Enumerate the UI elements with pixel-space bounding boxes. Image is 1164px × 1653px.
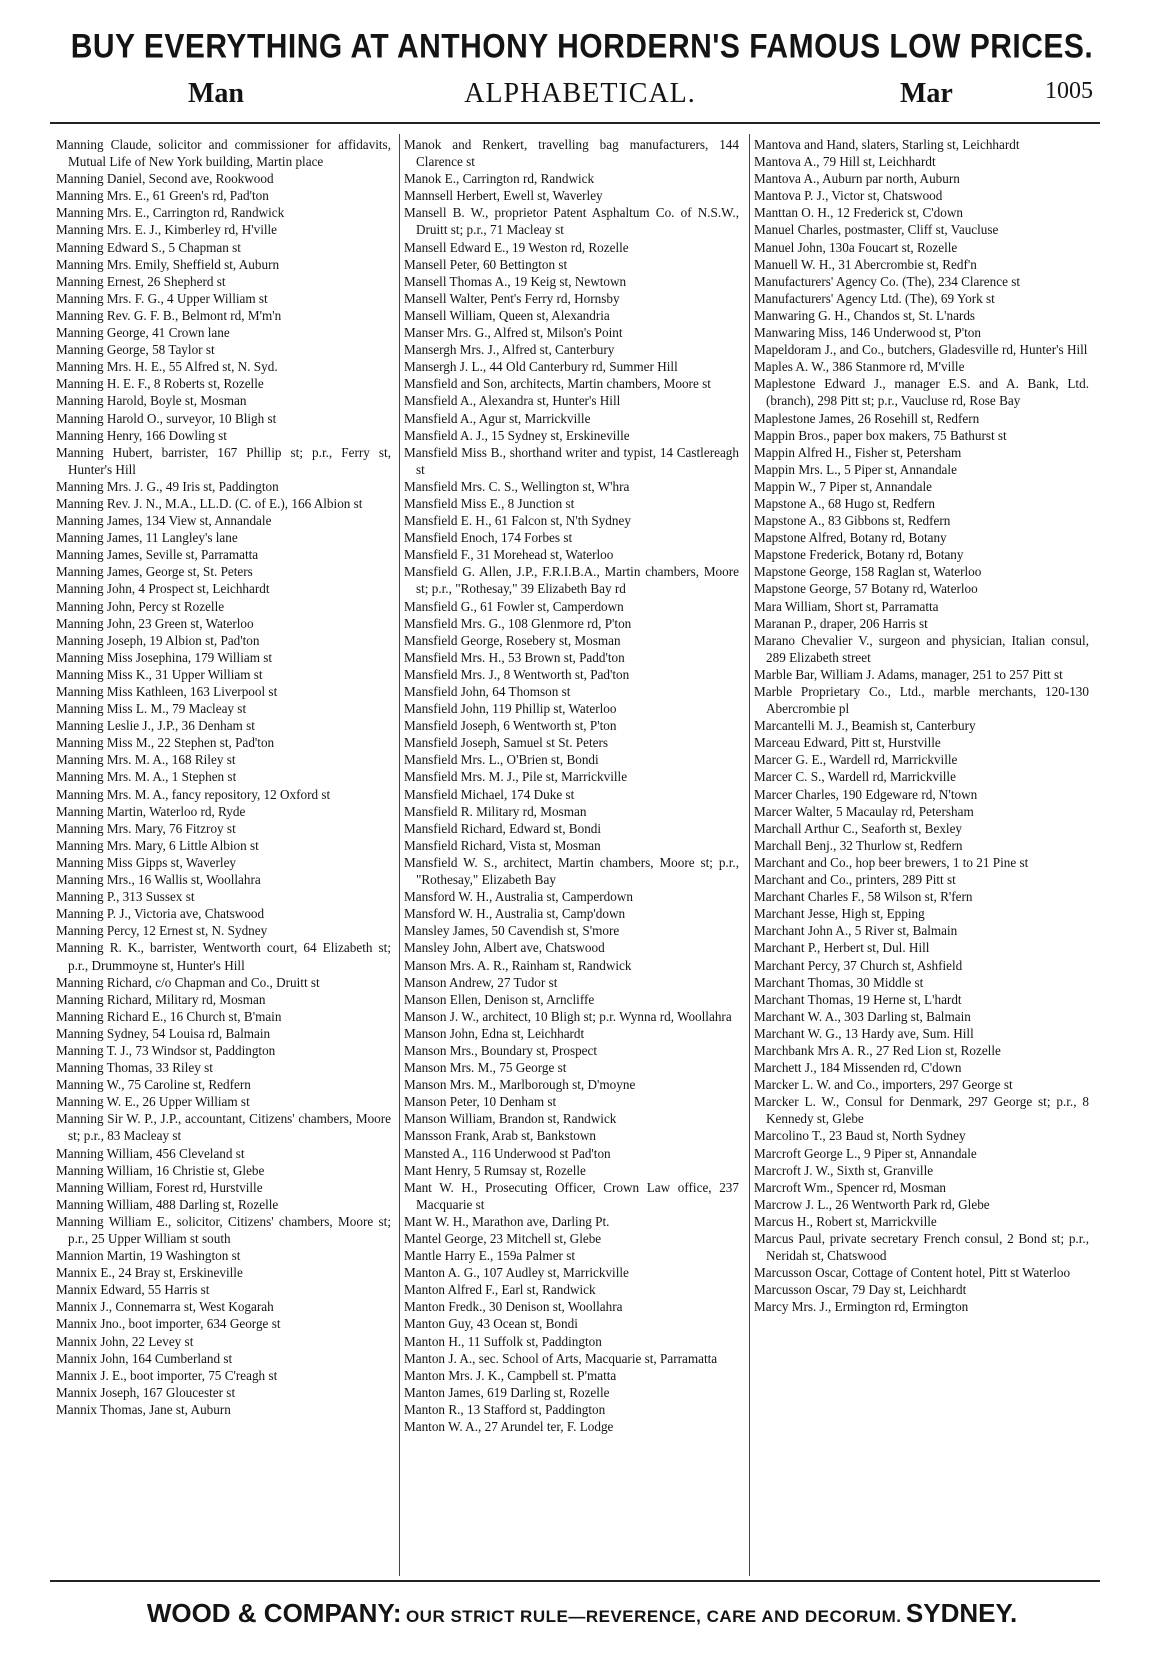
- directory-entry: Manning Daniel, Second ave, Rookwood: [56, 171, 274, 187]
- directory-entry: Mannix John, 22 Levey st: [56, 1333, 194, 1349]
- directory-entry: Manning James, 134 View st, Annandale: [56, 513, 272, 529]
- directory-entry: Mansfield Richard, Vista st, Mosman: [404, 837, 601, 853]
- directory-entry: Manton H., 11 Suffolk st, Paddington: [404, 1333, 602, 1349]
- directory-entry: Manton Guy, 43 Ocean st, Bondi: [404, 1316, 578, 1332]
- directory-entry: Manning Ernest, 26 Shepherd st: [56, 273, 226, 289]
- directory-entry: Manson Mrs., Boundary st, Prospect: [404, 1042, 598, 1058]
- directory-entry: Manson William, Brandon st, Randwick: [404, 1111, 617, 1127]
- directory-entry: Manuell W. H., 31 Abercrombie st, Redf'n: [754, 256, 977, 272]
- directory-entry: Manuel Charles, postmaster, Cliff st, Vaucluse: [754, 222, 999, 238]
- directory-entry: Mansell Peter, 60 Bettington st: [404, 256, 568, 272]
- directory-entry: Marano Chevalier V., surgeon and physician, Italian consul, 289 Elizabeth street: [754, 632, 1089, 665]
- directory-entry: Manton Alfred F., Earl st, Randwick: [404, 1282, 596, 1298]
- directory-entry: Manson J. W., architect, 10 Bligh st; p.r. Wynna rd, Woollahra: [404, 1008, 732, 1024]
- directory-entry: Manson Peter, 10 Denham st: [404, 1094, 557, 1110]
- directory-entry: Marcer C. S., Wardell rd, Marrickville: [754, 769, 956, 785]
- directory-entry: Mansfield Richard, Edward st, Bondi: [404, 820, 602, 836]
- directory-entry: Manning William, 456 Cleveland st: [56, 1145, 245, 1161]
- directory-entry: Manning T. J., 73 Windsor st, Paddington: [56, 1042, 276, 1058]
- directory-entry: Mansfield Joseph, 6 Wentworth st, P'ton: [404, 718, 617, 734]
- directory-entry: Mannsell Herbert, Ewell st, Waverley: [404, 188, 603, 204]
- directory-entry: Manning Mrs. J. G., 49 Iris st, Paddington: [56, 478, 279, 494]
- directory-entry: Manning W. E., 26 Upper William st: [56, 1094, 250, 1110]
- directory-entry: Manning R. K., barrister, Wentworth court, 64 Elizabeth st; p.r., Drummoyne st, Hunter's Hill: [56, 940, 391, 973]
- directory-entry: Manson Mrs. M., 75 George st: [404, 1060, 567, 1076]
- directory-entry: Mansell Edward E., 19 Weston rd, Rozelle: [404, 239, 629, 255]
- directory-entry: Mansell William, Queen st, Alexandria: [404, 307, 610, 323]
- directory-entry: Marchant and Co., printers, 289 Pitt st: [754, 872, 956, 888]
- page-header: [170, 78, 1093, 118]
- directory-entry: Marcy Mrs. J., Ermington rd, Ermington: [754, 1299, 969, 1315]
- directory-entry: Marcusson Oscar, 79 Day st, Leichhardt: [754, 1282, 967, 1298]
- directory-entry: Manning Mrs. E. J., Kimberley rd, H'ville: [56, 222, 278, 238]
- directory-entry: Mantova P. J., Victor st, Chatswood: [754, 188, 943, 204]
- directory-entry: Marchant Thomas, 30 Middle st: [754, 974, 924, 990]
- directory-entry: Mant W. H., Prosecuting Officer, Crown Law office, 237 Macquarie st: [404, 1179, 739, 1212]
- directory-entry: Marchbank Mrs A. R., 27 Red Lion st, Rozelle: [754, 1042, 1001, 1058]
- directory-entry: Manning William, Forest rd, Hurstville: [56, 1179, 263, 1195]
- directory-entry: Manton Fredk., 30 Denison st, Woollahra: [404, 1299, 623, 1315]
- directory-entry: Manning William, 488 Darling st, Rozelle: [56, 1196, 279, 1212]
- directory-entry: Manson Mrs. A. R., Rainham st, Randwick: [404, 957, 632, 973]
- directory-entry: Mansfield R. Military rd, Mosman: [404, 803, 587, 819]
- directory-entry: Mappin Mrs. L., 5 Piper st, Annandale: [754, 461, 957, 477]
- directory-entry: Marcolino T., 23 Baud st, North Sydney: [754, 1128, 966, 1144]
- directory-entry: Manton J. A., sec. School of Arts, Macquarie st, Parramatta: [404, 1350, 718, 1366]
- directory-entry: Manning Claude, solicitor and commissioner for affidavits, Mutual Life of New York building, Martin place: [56, 137, 391, 170]
- directory-entry: Marchall Benj., 32 Thurlow st, Redfern: [754, 837, 963, 853]
- directory-entry: Manning George, 41 Crown lane: [56, 325, 230, 341]
- directory-entry: Manning Henry, 166 Dowling st: [56, 427, 227, 443]
- advert-city: SYDNEY.: [905, 1598, 1018, 1628]
- directory-entry: Mansergh J. L., 44 Old Canterbury rd, Summer Hill: [404, 359, 678, 375]
- directory-entry: Manufacturers' Agency Co. (The), 234 Clarence st: [754, 273, 1021, 289]
- directory-entry: Mantova A., Auburn par north, Auburn: [754, 171, 960, 187]
- directory-entry: Manwaring G. H., Chandos st, St. L'nards: [754, 307, 976, 323]
- directory-entry: Marchant Percy, 37 Church st, Ashfield: [754, 957, 963, 973]
- directory-entry: Manning Mrs. Emily, Sheffield st, Auburn: [56, 256, 280, 272]
- directory-entry: Mansfield Mrs. C. S., Wellington st, W'hra: [404, 478, 630, 494]
- directory-entry: Marcroft George L., 9 Piper st, Annandale: [754, 1145, 977, 1161]
- directory-entry: Mansfield and Son, architects, Martin chambers, Moore st: [404, 376, 711, 392]
- directory-entry: Mansley John, Albert ave, Chatswood: [404, 940, 605, 956]
- directory-entry: Mapstone A., 83 Gibbons st, Redfern: [754, 513, 951, 529]
- directory-entry: Manton W. A., 27 Arundel ter, F. Lodge: [404, 1419, 614, 1435]
- directory-entry: Mansfield W. S., architect, Martin chambers, Moore st; p.r., "Rothesay," Elizabeth Bay: [404, 854, 739, 888]
- directory-entry: Manning Sydney, 54 Louisa rd, Balmain: [56, 1025, 271, 1041]
- directory-entry: Manser Mrs. G., Alfred st, Milson's Point: [404, 325, 623, 341]
- directory-entry: Mantova A., 79 Hill st, Leichhardt: [754, 154, 936, 170]
- directory-entry: Mansford W. H., Australia st, Camperdown: [404, 889, 633, 905]
- directory-entry: Marcus Paul, private secretary French consul, 2 Bond st; p.r., Neridah st, Chatswood: [754, 1231, 1089, 1264]
- directory-entry: Mapstone Alfred, Botany rd, Botany: [754, 530, 947, 546]
- directory-entry: Mansfield Mrs. M. J., Pile st, Marrickville: [404, 769, 628, 785]
- directory-entry: Mapstone A., 68 Hugo st, Redfern: [754, 495, 935, 511]
- directory-entry: Mansfield G., 61 Fowler st, Camperdown: [404, 598, 624, 614]
- directory-entry: Mannix Jno., boot importer, 634 George st: [56, 1316, 281, 1332]
- directory-entry: Mappin W., 7 Piper st, Annandale: [754, 478, 933, 494]
- directory-entry: Mant Henry, 5 Rumsay st, Rozelle: [404, 1162, 586, 1178]
- directory-entry: Manning John, 4 Prospect st, Leichhardt: [56, 581, 270, 597]
- directory-entry: Mansfield Michael, 174 Duke st: [404, 786, 575, 802]
- directory-entry: Manning Percy, 12 Ernest st, N. Sydney: [56, 923, 268, 939]
- directory-entry: Mannix John, 164 Cumberland st: [56, 1350, 233, 1366]
- directory-entry: Manok and Renkert, travelling bag manufacturers, 144 Clarence st: [404, 137, 739, 170]
- directory-entry: Manning Mrs. E., 61 Green's rd, Pad'ton: [56, 188, 269, 204]
- directory-entry: Mappin Alfred H., Fisher st, Petersham: [754, 444, 962, 460]
- directory-entry: Manning W., 75 Caroline st, Redfern: [56, 1077, 251, 1093]
- directory-entry: Marchant Jesse, High st, Epping: [754, 906, 925, 922]
- directory-entry: Manning Joseph, 19 Albion st, Pad'ton: [56, 632, 260, 648]
- directory-entry: Mapstone George, 158 Raglan st, Waterloo: [754, 564, 982, 580]
- directory-entry: Manning Miss M., 22 Stephen st, Pad'ton: [56, 735, 275, 751]
- directory-entry: Manton Mrs. J. K., Campbell st. P'matta: [404, 1367, 617, 1383]
- directory-entry: Manwaring Miss, 146 Underwood st, P'ton: [754, 325, 981, 341]
- directory-entry: Mansson Frank, Arab st, Bankstown: [404, 1128, 596, 1144]
- directory-entry: Marcker L. W. and Co., importers, 297 George st: [754, 1077, 1013, 1093]
- directory-entry: Manning George, 58 Taylor st: [56, 342, 215, 358]
- directory-column-1: [56, 136, 391, 1576]
- directory-entry: Manson John, Edna st, Leichhardt: [404, 1025, 585, 1041]
- directory-entry: Maples A. W., 386 Stanmore rd, M'ville: [754, 359, 965, 375]
- directory-column-3: [754, 136, 1089, 1576]
- directory-entry: Manning Richard E., 16 Church st, B'main: [56, 1008, 282, 1024]
- directory-entry: Mapstone Frederick, Botany rd, Botany: [754, 547, 964, 563]
- advert-brand: WOOD & COMPANY:: [146, 1598, 402, 1628]
- directory-entry: Manning Richard, Military rd, Mosman: [56, 991, 266, 1007]
- directory-entry: Marcker L. W., Consul for Denmark, 297 George st; p.r., 8 Kennedy st, Glebe: [754, 1094, 1089, 1127]
- directory-entry: Mansfield A. J., 15 Sydney st, Erskineville: [404, 427, 630, 443]
- directory-entry: Mantle Harry E., 159a Palmer st: [404, 1248, 576, 1264]
- top-advert-banner: BUY EVERYTHING AT ANTHONY HORDERN'S FAMOUS LOW PRICES.: [70, 27, 1094, 66]
- directory-entry: Mansell Thomas A., 19 Keig st, Newtown: [404, 273, 627, 289]
- header-left-catchword: Man: [188, 78, 244, 109]
- directory-entry: Mannion Martin, 19 Washington st: [56, 1248, 241, 1264]
- directory-entry: Manning Miss Josephina, 179 William st: [56, 649, 273, 665]
- directory-entry: Manok E., Carrington rd, Randwick: [404, 171, 595, 187]
- directory-entry: Manuel John, 130a Foucart st, Rozelle: [754, 239, 958, 255]
- directory-entry: Mansley James, 50 Cavendish st, S'more: [404, 923, 620, 939]
- directory-entry: Marchant Thomas, 19 Herne st, L'hardt: [754, 991, 962, 1007]
- directory-entry: Marchett J., 184 Missenden rd, C'down: [754, 1060, 962, 1076]
- directory-entry: Mannix Edward, 55 Harris st: [56, 1282, 210, 1298]
- header-right-catchword: Mar: [900, 78, 953, 109]
- directory-entry: Manning James, 11 Langley's lane: [56, 530, 238, 546]
- directory-entry: Mansfield E. H., 61 Falcon st, N'th Sydney: [404, 513, 631, 529]
- directory-entry: Manning P., 313 Sussex st: [56, 889, 195, 905]
- footer-rule: [50, 1580, 1100, 1582]
- directory-entry: Marchant W. A., 303 Darling st, Balmain: [754, 1008, 971, 1024]
- directory-entry: Mapeldoram J., and Co., butchers, Gladesville rd, Hunter's Hill: [754, 342, 1088, 358]
- directory-entry: Manson Ellen, Denison st, Arncliffe: [404, 991, 595, 1007]
- directory-entry: Manning Miss L. M., 79 Macleay st: [56, 701, 247, 717]
- directory-entry: Mansted A., 116 Underwood st Pad'ton: [404, 1145, 611, 1161]
- directory-entry: Manning John, 23 Green st, Waterloo: [56, 615, 254, 631]
- directory-entry: Mansell Walter, Pent's Ferry rd, Hornsby: [404, 290, 620, 306]
- directory-entry: Mant W. H., Marathon ave, Darling Pt.: [404, 1213, 610, 1229]
- directory-entry: Mansfield Mrs. H., 53 Brown st, Padd'ton: [404, 649, 625, 665]
- directory-entry: Marchant and Co., hop beer brewers, 1 to 21 Pine st: [754, 854, 1029, 870]
- directory-entry: Marcus H., Robert st, Marrickville: [754, 1213, 937, 1229]
- directory-entry: Manning Mrs. M. A., 1 Stephen st: [56, 769, 237, 785]
- directory-entry: Mannix E., 24 Bray st, Erskineville: [56, 1265, 243, 1281]
- directory-entry: Marchall Arthur C., Seaforth st, Bexley: [754, 820, 963, 836]
- column-divider: [399, 134, 400, 1576]
- directory-entry: Mansfield John, 64 Thomson st: [404, 684, 571, 699]
- directory-entry: Marble Bar, William J. Adams, manager, 251 to 257 Pitt st: [754, 666, 1063, 682]
- directory-entry: Manson Mrs. M., Marlborough st, D'moyne: [404, 1077, 636, 1093]
- directory-entry: Mappin Bros., paper box makers, 75 Bathurst st: [754, 427, 1007, 443]
- directory-entry: Marcroft Wm., Spencer rd, Mosman: [754, 1179, 947, 1195]
- directory-entry: Maplestone Edward J., manager E.S. and A. Bank, Ltd. (branch), 298 Pitt st; p.r., Vaucluse rd, Rose Bay: [754, 376, 1089, 409]
- directory-entry: Manning John, Percy st Rozelle: [56, 598, 225, 614]
- directory-entry: Mansfield Joseph, Samuel st St. Peters: [404, 735, 609, 751]
- directory-entry: Manning Miss Kathleen, 163 Liverpool st: [56, 684, 278, 699]
- directory-entry: Marcer G. E., Wardell rd, Marrickville: [754, 752, 958, 768]
- column-divider: [749, 134, 750, 1576]
- directory-entry: Manning Mrs. F. G., 4 Upper William st: [56, 290, 268, 306]
- directory-entry: Manning Richard, c/o Chapman and Co., Druitt st: [56, 974, 320, 990]
- directory-entry: Mannix Thomas, Jane st, Auburn: [56, 1401, 231, 1417]
- directory-entry: Mansfield Mrs. L., O'Brien st, Bondi: [404, 752, 599, 768]
- directory-entry: Manning William, 16 Christie st, Glebe: [56, 1162, 265, 1178]
- directory-entry: Manning Mrs. E., Carrington rd, Randwick: [56, 205, 285, 221]
- directory-entry: Manning Mrs. M. A., fancy repository, 12 Oxford st: [56, 786, 331, 802]
- directory-entry: Manning James, George st, St. Peters: [56, 564, 253, 580]
- directory-entry: Manning Rev. J. N., M.A., LL.D. (C. of E.), 166 Albion st: [56, 495, 363, 511]
- header-section-title: ALPHABETICAL.: [464, 78, 696, 109]
- directory-entry: Marble Proprietary Co., Ltd., marble merchants, 120-130 Abercrombie pl: [754, 684, 1089, 717]
- directory-entry: Manning Mrs. Mary, 6 Little Albion st: [56, 837, 259, 853]
- advert-motto: OUR STRICT RULE—REVERENCE, CARE AND DECORUM.: [405, 1607, 902, 1626]
- directory-entry: Manning Martin, Waterloo rd, Ryde: [56, 803, 246, 819]
- directory-entry: Mansfield F., 31 Morehead st, Waterloo: [404, 547, 614, 563]
- header-rule: [50, 122, 1100, 124]
- directory-entry: Maranan P., draper, 206 Harris st: [754, 615, 928, 631]
- directory-entry: Marceau Edward, Pitt st, Hurstville: [754, 735, 941, 751]
- directory-entry: Manning Mrs. H. E., 55 Alfred st, N. Syd.: [56, 359, 278, 375]
- directory-entry: Manning Thomas, 33 Riley st: [56, 1060, 213, 1076]
- directory-entry: Mansfield A., Agur st, Marrickville: [404, 410, 591, 426]
- directory-entry: Mansfield Miss B., shorthand writer and typist, 14 Castlereagh st: [404, 444, 739, 477]
- directory-entry: Maplestone James, 26 Rosehill st, Redfern: [754, 410, 980, 426]
- directory-entry: Mansford W. H., Australia st, Camp'down: [404, 906, 626, 922]
- bottom-advert-banner: [0, 1598, 1164, 1629]
- directory-entry: Mansfield A., Alexandra st, Hunter's Hill: [404, 393, 621, 409]
- directory-entry: Manning Mrs. M. A., 168 Riley st: [56, 752, 236, 768]
- directory-entry: Marchant Charles F., 58 Wilson st, R'fern: [754, 889, 973, 905]
- directory-entry: Manning P. J., Victoria ave, Chatswood: [56, 906, 265, 922]
- page-number: 1005: [1045, 78, 1093, 104]
- directory-entry: Marcusson Oscar, Cottage of Content hotel, Pitt st Waterloo: [754, 1265, 1071, 1281]
- directory-entry: Manttan O. H., 12 Frederick st, C'down: [754, 205, 963, 221]
- directory-entry: Manton James, 619 Darling st, Rozelle: [404, 1384, 610, 1400]
- directory-entry: Mansfield George, Rosebery st, Mosman: [404, 632, 621, 648]
- directory-entry: Manning Miss Gipps st, Waverley: [56, 854, 237, 870]
- directory-entry: Mantova and Hand, slaters, Starling st, Leichhardt: [754, 137, 1020, 152]
- directory-entry: Mansell B. W., proprietor Patent Asphaltum Co. of N.S.W., Druitt st; p.r., 71 Macleay st: [404, 205, 739, 238]
- directory-entry: Manning Hubert, barrister, 167 Phillip st; p.r., Ferry st, Hunter's Hill: [56, 444, 391, 477]
- directory-entry: Manning Harold O., surveyor, 10 Bligh st: [56, 410, 277, 426]
- directory-entry: Manning H. E. F., 8 Roberts st, Rozelle: [56, 376, 264, 392]
- directory-entry: Manning Harold, Boyle st, Mosman: [56, 393, 247, 409]
- directory-entry: Manning James, Seville st, Parramatta: [56, 547, 259, 563]
- directory-entry: Manton R., 13 Stafford st, Paddington: [404, 1401, 606, 1417]
- directory-entry: Manning William E., solicitor, Citizens' chambers, Moore st; p.r., 25 Upper William st south: [56, 1213, 391, 1246]
- directory-entry: Mansfield Enoch, 174 Forbes st: [404, 530, 573, 546]
- directory-entry: Marcer Walter, 5 Macaulay rd, Petersham: [754, 803, 974, 819]
- directory-entry: Manufacturers' Agency Ltd. (The), 69 York st: [754, 290, 995, 306]
- directory-entry: Marchant W. G., 13 Hardy ave, Sum. Hill: [754, 1025, 974, 1041]
- directory-entry: Manning Mrs., 16 Wallis st, Woollahra: [56, 872, 261, 888]
- directory-entry: Mantel George, 23 Mitchell st, Glebe: [404, 1231, 602, 1246]
- directory-entry: Marchant John A., 5 River st, Balmain: [754, 923, 958, 939]
- directory-entry: Mansfield Miss E., 8 Junction st: [404, 495, 575, 511]
- directory-entry: Mapstone George, 57 Botany rd, Waterloo: [754, 581, 978, 597]
- directory-entry: Mansfield Mrs. G., 108 Glenmore rd, P'ton: [404, 615, 632, 631]
- directory-entry: Marchant P., Herbert st, Dul. Hill: [754, 940, 930, 956]
- directory-entry: Manning Leslie J., J.P., 36 Denham st: [56, 718, 255, 734]
- directory-entry: Marcroft J. W., Sixth st, Granville: [754, 1162, 934, 1178]
- directory-entry: Mansfield Mrs. J., 8 Wentworth st, Pad'ton: [404, 666, 630, 682]
- directory-entry: Mannix J., Connemarra st, West Kogarah: [56, 1299, 274, 1315]
- directory-entry: Mannix J. E., boot importer, 75 C'reagh st: [56, 1367, 278, 1383]
- directory-entry: Mansfield John, 119 Phillip st, Waterloo: [404, 701, 617, 717]
- directory-entry: Marcantelli M. J., Beamish st, Canterbury: [754, 718, 976, 734]
- directory-entry: Manning Miss K., 31 Upper William st: [56, 666, 263, 682]
- directory-entry: Manning Sir W. P., J.P., accountant, Citizens' chambers, Moore st; p.r., 83 Macleay st: [56, 1111, 391, 1144]
- directory-entry: Manson Andrew, 27 Tudor st: [404, 974, 558, 990]
- directory-entry: Manning Mrs. Mary, 76 Fitzroy st: [56, 820, 236, 836]
- directory-entry: Mansfield G. Allen, J.P., F.R.I.B.A., Martin chambers, Moore st; p.r., "Rothesay," 39 Elizabeth Bay rd: [404, 564, 739, 597]
- directory-entry: Mannix Joseph, 167 Gloucester st: [56, 1384, 236, 1400]
- directory-entry: Marcer Charles, 190 Edgeware rd, N'town: [754, 786, 978, 802]
- directory-entry: Manning Rev. G. F. B., Belmont rd, M'm'n: [56, 307, 282, 323]
- directory-entry: Marcrow J. L., 26 Wentworth Park rd, Glebe: [754, 1196, 990, 1212]
- directory-entry: Mansergh Mrs. J., Alfred st, Canterbury: [404, 342, 615, 358]
- directory-entry: Manton A. G., 107 Audley st, Marrickville: [404, 1265, 629, 1281]
- directory-entry: Mara William, Short st, Parramatta: [754, 598, 939, 614]
- directory-entry: Manning Edward S., 5 Chapman st: [56, 239, 241, 255]
- directory-column-2: [404, 136, 739, 1576]
